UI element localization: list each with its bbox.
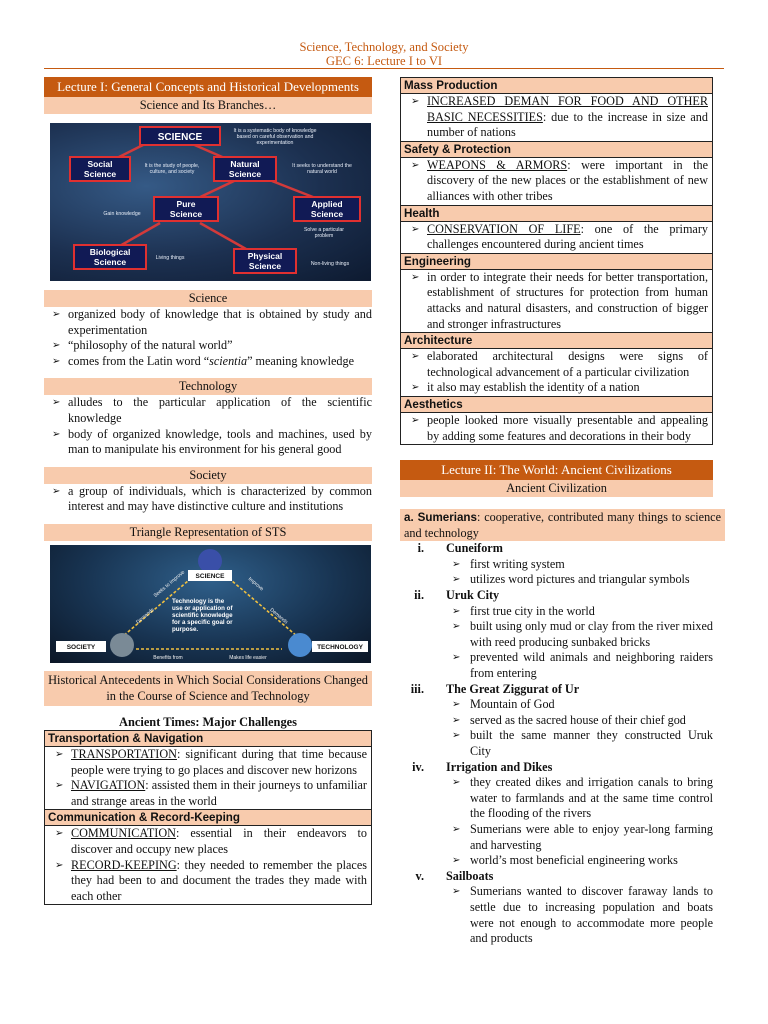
item-numeral: i.: [417, 541, 424, 556]
list-item: ➢ Sumerians wanted to discover faraway lands to settle due to increasing population and boats were not enough to accommodate more people and products: [446, 884, 713, 946]
svg-text:Science: Science: [310, 209, 344, 219]
table-row: ➢ COMMUNICATION: essential in their endeavors to discover and occupy new places: [47, 826, 367, 857]
svg-text:problem: problem: [314, 233, 334, 239]
item-numeral: iv.: [412, 759, 424, 774]
branches-subheading: Science and Its Branches…: [44, 97, 372, 114]
table-header: Safety & Protection: [401, 141, 712, 157]
challenges-table-right: [400, 77, 713, 445]
natural-node: Natural: [230, 159, 260, 169]
list-item: ➢ world’s most beneficial engineering works: [446, 853, 713, 869]
ancient-civilization-subheading: Ancient Civilization: [400, 480, 713, 497]
item-numeral: iii.: [410, 681, 424, 696]
table-header: Mass Production: [401, 78, 712, 93]
ancient-times-title: Ancient Times: Major Challenges: [119, 714, 297, 729]
demands-label: Demands: [135, 606, 156, 626]
list-item: ➢ built the same manner they constructed Uruk City: [446, 728, 713, 759]
table-header: Communication & Record-Keeping: [45, 809, 371, 825]
list-item: ➢ a group of individuals, which is characterized by common interest and may have distinctive culture and institutions: [44, 484, 372, 515]
svg-text:Science: Science: [228, 169, 262, 179]
list-item: ➢ served as the sacred house of their chief god: [446, 713, 713, 729]
table-row: ➢ RECORD-KEEPING: they needed to remember the places they had been to and document the trades they made with each other: [47, 858, 367, 905]
science-list: [44, 307, 372, 369]
living-label: Living things: [155, 255, 185, 261]
svg-text:based on careful observation a: based on careful observation and: [236, 134, 314, 140]
sts-triangle-diagram: [50, 545, 371, 663]
svg-text:Science: Science: [93, 257, 127, 267]
society-subheading: Society: [44, 467, 372, 484]
list-item: ➢ prevented wild animals and neighboring raiders from entering: [446, 650, 713, 681]
table-header: Engineering: [401, 253, 712, 269]
svg-text:Science: Science: [248, 261, 282, 271]
list-item: [400, 682, 713, 760]
header-rule: [44, 68, 724, 69]
list-item: [400, 541, 713, 588]
svg-text:Science: Science: [83, 169, 117, 179]
table-row: ➢ NAVIGATION: assisted them in their journeys to unfamiliar and strange areas in the world: [47, 778, 367, 809]
table-row: ➢ elaborated architectural designs were signs of technological advancement of a particular civilization: [403, 349, 708, 380]
table-row: ➢ in order to integrate their needs for better transportation, establishment of structures for protection from human attacks and natural disasters, and construction of bigger and stronger infrastructures: [403, 270, 708, 332]
table-header: Health: [401, 205, 712, 221]
svg-text:experimentation: experimentation: [256, 140, 294, 146]
historical-subheading: Historical Antecedents in Which Social Considerations Changed in the Course of Science and Technology: [44, 671, 372, 706]
natural-definition: It seeks to understand the: [292, 163, 352, 169]
demands-label-2: Demands: [268, 606, 289, 626]
left-column: [44, 77, 372, 905]
science-label: SCIENCE: [195, 572, 225, 580]
svg-text:scientific knowledge: scientific knowledge: [172, 611, 233, 619]
table-row: ➢ people looked more visually presentable and appealing by adding some features and decorations in their body: [403, 413, 708, 444]
technology-list: [44, 395, 372, 457]
list-item: ➢ organized body of knowledge that is obtained by study and experimentation: [44, 307, 372, 338]
list-item: ➢ built using only mud or clay from the river mixed with reed producing sunbaked bricks: [446, 619, 713, 650]
seeks-label: Seeks to improve: [152, 569, 187, 599]
item-numeral: v.: [415, 868, 424, 883]
right-column: [400, 77, 721, 947]
social-node: Social: [87, 159, 113, 169]
nonliving-label: Non-living things: [310, 261, 350, 267]
science-definition: It is a systematic body of knowledge: [233, 128, 317, 134]
list-item: ➢ Mountain of God: [446, 697, 713, 713]
svg-text:natural world: natural world: [307, 169, 337, 175]
triangle-diagram-svg: [50, 545, 371, 663]
society-label: SOCIETY: [66, 643, 96, 651]
table-row: ➢ TRANSPORTATION: significant during that time because people were trying to go places and discover new horizons: [47, 747, 367, 778]
biological-node: Biological: [89, 247, 131, 257]
technology-label: TECHNOLOGY: [317, 643, 363, 651]
list-item: ➢ body of organized knowledge, tools and machines, used by man to manipulate his environment for his general good: [44, 427, 372, 458]
list-item: [400, 869, 713, 947]
science-node: SCIENCE: [157, 132, 203, 143]
gain-label: Gain knowledge: [103, 211, 141, 217]
sumerians-heading: a. Sumerians: cooperative, contributed many things to science and technology: [400, 509, 725, 541]
item-numeral: ii.: [414, 588, 424, 603]
challenges-table-left: [44, 730, 372, 905]
table-header: Transportation & Navigation: [45, 731, 371, 746]
list-item: ➢ alludes to the particular application of the scientific knowledge: [44, 395, 372, 426]
item-title: Cuneiform: [446, 541, 503, 556]
svg-text:use or application of: use or application of: [172, 604, 233, 612]
svg-text:purpose.: purpose.: [172, 625, 199, 633]
table-row: ➢ CONSERVATION OF LIFE: one of the primary challenges encountered during ancient times: [403, 222, 708, 253]
lecture1-banner: Lecture I: General Concepts and Historical Developments: [44, 77, 372, 97]
science-subheading: Science: [44, 290, 372, 307]
makes-label: Makes life easier: [229, 654, 267, 661]
table-header: Architecture: [401, 332, 712, 348]
item-title: Sailboats: [446, 868, 494, 883]
list-item: ➢ first writing system: [446, 557, 713, 573]
svg-text:Science: Science: [169, 209, 203, 219]
lecture2-banner: Lecture II: The World: Ancient Civilizations: [400, 460, 713, 480]
triangle-subheading: Triangle Representation of STS: [44, 524, 372, 541]
list-item: ➢ they created dikes and irrigation canals to bring water to farmlands and at the same time control the flooding of the rivers: [446, 775, 713, 822]
table-row: ➢ INCREASED DEMAN FOR FOOD AND OTHER BASIC NECESSITIES: due to the increase in size and number of nations: [403, 94, 708, 141]
physical-node: Physical: [247, 251, 283, 261]
course-title: Science, Technology, and Society: [299, 40, 469, 54]
list-item: ➢ utilizes word pictures and triangular symbols: [446, 572, 713, 588]
item-title: Uruk City: [446, 588, 500, 603]
list-item: [400, 760, 713, 869]
benefits-label: Benefits from: [153, 654, 183, 661]
item-title: The Great Ziggurat of Ur: [446, 681, 580, 696]
list-item: ➢ Sumerians were able to enjoy year-long farming and harvesting: [446, 822, 713, 853]
svg-text:for a specific goal or: for a specific goal or: [172, 618, 233, 626]
course-subtitle: GEC 6: Lecture I to VI: [325, 54, 443, 68]
technology-subheading: Technology: [44, 378, 372, 395]
social-definition: It is the study of people,: [144, 163, 200, 169]
list-item: ➢ “philosophy of the natural world”: [44, 338, 372, 354]
item-title: Irrigation and Dikes: [446, 759, 553, 774]
center-text: Technology is the: [172, 597, 225, 605]
improve-label: Improve: [246, 576, 265, 593]
document-header: [0, 40, 768, 68]
svg-text:culture, and society: culture, and society: [149, 169, 195, 175]
list-item: ➢ comes from the Latin word “scientia” meaning knowledge: [44, 354, 372, 370]
table-row: ➢ it also may establish the identity of a nation: [403, 380, 708, 396]
pure-node: Pure: [176, 199, 196, 209]
table-row: ➢ WEAPONS & ARMORS: were important in the discovery of the new places or the establishment of new alliances with other tribes: [403, 158, 708, 205]
list-item: [400, 588, 713, 682]
sumerian-contributions: [400, 541, 713, 946]
society-list: [44, 484, 372, 515]
solve-label: Solve a particular: [303, 227, 345, 233]
applied-node: Applied: [311, 199, 343, 209]
branches-diagram-svg: [50, 123, 371, 281]
table-header: Aesthetics: [401, 396, 712, 412]
list-item: ➢ first true city in the world: [446, 604, 713, 620]
science-branches-diagram: [50, 123, 371, 281]
